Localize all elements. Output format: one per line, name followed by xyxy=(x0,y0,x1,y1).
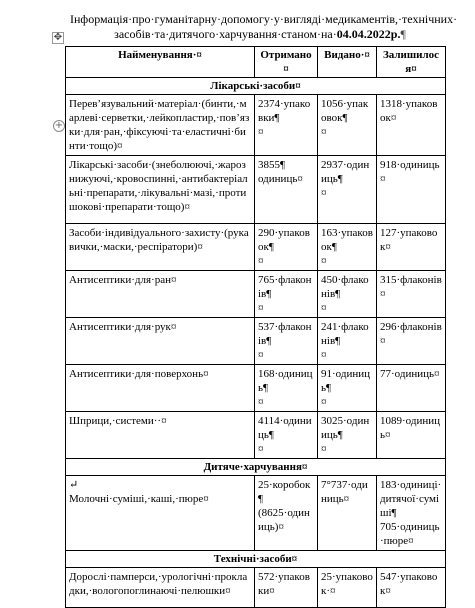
header-name: Найменування·¤ xyxy=(66,47,255,78)
cell-name: Засоби·індивідуального·захисту·(рукавички,·маски,·респіратори)¤ xyxy=(66,224,255,271)
cell-name: Антисептики·для·ран¤ xyxy=(66,271,255,318)
table-row xyxy=(66,271,446,318)
cell-remaining: 315·флаконів¤ xyxy=(377,271,446,318)
paragraph-mark: ¶ xyxy=(400,27,406,41)
cell-issued: 2937·одиниць¶ ¤ xyxy=(318,156,377,224)
header-received: Отримано¤ xyxy=(255,47,318,78)
document-title xyxy=(70,12,458,42)
cell-name: Перев’язувальний·матеріал·(бинти,·марлеві·серветки,·лейкопластир,·пов’язки·для·ран,·фіксуючі·та·еластичні·бинти·тощо)¤ xyxy=(66,95,255,156)
section-title: Лікарські·засоби¤ xyxy=(66,78,446,95)
table-move-handle-icon[interactable]: ✥ xyxy=(53,32,63,43)
cell-issued: 450·флаконів¶ ¤ xyxy=(318,271,377,318)
cell-remaining: 918·одиниць¤ xyxy=(377,156,446,224)
cell-remaining: 1089·одиниць¤ xyxy=(377,412,446,459)
header-remaining: Залишилося¤ xyxy=(377,47,446,78)
cell-remaining: 1318·упаковок¤ xyxy=(377,95,446,156)
title-line-1: Інформація·про·гуманітарну·допомогу·у·вигляді·медикаментів,·технічних· xyxy=(70,12,458,26)
table-row xyxy=(66,156,446,224)
header-row xyxy=(66,47,446,78)
table-row xyxy=(66,568,446,608)
table-row xyxy=(66,476,446,551)
cell-received: 572·упаковки¤ xyxy=(255,568,318,608)
cell-name: Лікарські·засоби·(знеболюючі,·жарознижуючі,·кровоспинні,·антибактеріальні·препарати,·лікувальні·мазі,·протишокові·препарати·тощо)¤ xyxy=(66,156,255,224)
section-title: Технічні·засоби¤ xyxy=(66,551,446,568)
table-row xyxy=(66,224,446,271)
cell-name: ↵ Молочні·суміші,·каші,·пюре¤ xyxy=(66,476,255,551)
cell-remaining: 77·одиниць¤ xyxy=(377,365,446,412)
cell-received: 168·одиниць¶ ¤ xyxy=(255,365,318,412)
title-line-2: засобів·та·дитячого·харчування·станом·на· xyxy=(114,27,337,41)
section-title: Дитяче·харчування¤ xyxy=(66,459,446,476)
section-row-medicines xyxy=(66,78,446,95)
table-row xyxy=(66,412,446,459)
cell-received: 765·флаконів¶ ¤ xyxy=(255,271,318,318)
cell-remaining: 183·одиниці·дитячої·суміші¶ 705·одиниць·пюре¤ xyxy=(377,476,446,551)
insert-row-icon[interactable]: + xyxy=(54,120,64,131)
cell-issued: 7°737·одиниць¤ xyxy=(318,476,377,551)
section-row-technical xyxy=(66,551,446,568)
cell-received: 25·коробок¶ (8625·одиниць)¤ xyxy=(255,476,318,551)
cell-issued: 3025·одиниць¶ ¤ xyxy=(318,412,377,459)
table-row xyxy=(66,318,446,365)
cell-issued: 25·упаковок·¤ xyxy=(318,568,377,608)
cell-issued: 91·одиниць¶ ¤ xyxy=(318,365,377,412)
cell-received: 4114·одиниць¶ ¤ xyxy=(255,412,318,459)
cell-name: Шприци,·системи··¤ xyxy=(66,412,255,459)
cell-issued: 163·упаковок¶ ¤ xyxy=(318,224,377,271)
cell-received: 290·упаковок¶ ¤ xyxy=(255,224,318,271)
section-row-baby-food xyxy=(66,459,446,476)
header-issued: Видано·¤ xyxy=(318,47,377,78)
cell-issued: 1056·упаковок¶ ¤ xyxy=(318,95,377,156)
cell-name: Дорослі·памперси,·урологічні·прокладки,·вологопоглинаючі·пелюшки¤ xyxy=(66,568,255,608)
cell-remaining: 547·упаковок¤ xyxy=(377,568,446,608)
table-row xyxy=(66,95,446,156)
cell-name: Антисептики·для·поверхонь¤ xyxy=(66,365,255,412)
title-date: 04.04.2022р. xyxy=(336,27,401,41)
table-row xyxy=(66,365,446,412)
cell-received: 3855¶ одиниць¤ xyxy=(255,156,318,224)
cell-issued: 241·флаконів¶ ¤ xyxy=(318,318,377,365)
cell-remaining: 127·упаковок¤ xyxy=(377,224,446,271)
cell-received: 2374·упаковки¶ ¤ xyxy=(255,95,318,156)
cell-received: 537·флаконів¶ ¤ xyxy=(255,318,318,365)
cell-remaining: 296·флаконів¤ xyxy=(377,318,446,365)
cell-name: Антисептики·для·рук¤ xyxy=(66,318,255,365)
